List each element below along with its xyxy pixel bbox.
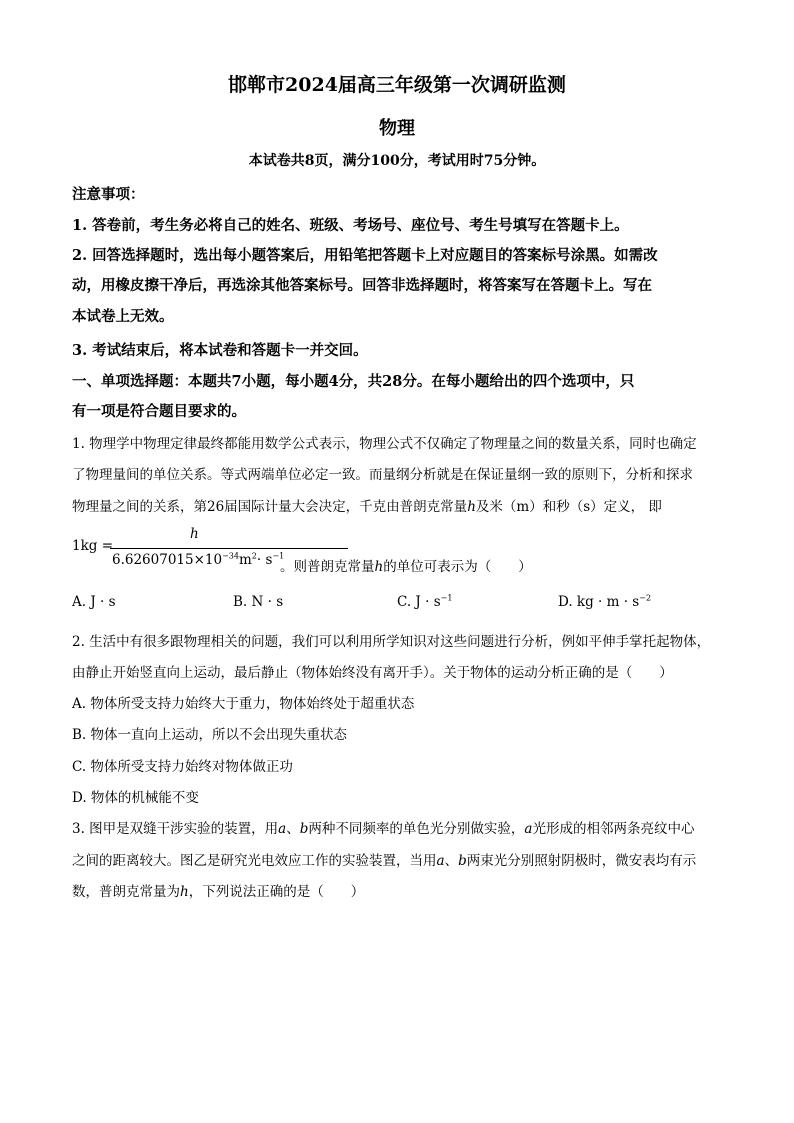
q3-l2-text-b: 、: [444, 853, 459, 869]
den-exponent: −34: [222, 551, 239, 561]
q1-tail-text-a: 。则普朗克常量: [280, 559, 375, 575]
fraction-bar: [110, 548, 348, 549]
notes-heading: 注意事项：: [72, 186, 145, 203]
den-unit-s: · s: [256, 552, 273, 568]
q1-tail-symbol-h: h: [374, 559, 384, 575]
den-unit-m: m: [238, 552, 252, 568]
q1-option-c: [397, 594, 452, 610]
q2-line-2: 由静止开始竖直向上运动，最后静止（物体始终没有离开手）。关于物体的运动分析正确的是（ ）: [72, 665, 673, 681]
q1-option-d-exponent: −2: [639, 593, 652, 603]
q3-l3-text-b: ，下列说法正确的是（ ）: [188, 884, 365, 900]
q1-tail-text-b: 的单位可表示为（ ）: [383, 559, 532, 575]
q2-option-c: C. 物体所受支持力始终对物体做正功: [72, 759, 293, 775]
q1-line-2: 了物理量间的单位关系。等式两端单位必定一致。而量纲分析就是在保证量纲一致的原则下，分析和探求: [72, 467, 693, 483]
q1-line-3: [72, 495, 662, 515]
q2-option-b: B. 物体一直向上运动，所以不会出现失重状态: [72, 727, 348, 743]
q3-line-1: [72, 817, 694, 837]
q3-line-3: [72, 880, 364, 900]
q2-option-d: D. 物体的机械能不变: [72, 790, 199, 806]
q2-line-1: 2. 生活中有很多跟物理相关的问题，我们可以利用所学知识对这些问题进行分析，例如平伸手掌托起物体，: [72, 634, 711, 650]
q3-l2-text-c: 两束光分别照射阴极时，微安表均有示: [466, 853, 697, 869]
q3-line-2: [72, 849, 696, 869]
q3-symbol-b: b: [299, 821, 309, 837]
q3-l1-text-c: 两种不同频率的单色光分别做实验，: [308, 821, 525, 837]
q3-symbol-a: a: [278, 821, 287, 837]
subject-title: 物理: [379, 118, 415, 139]
q1-option-d-text: D. kg · m · s: [558, 594, 640, 610]
q1-option-c-text: C. J · s: [397, 594, 441, 610]
formula-denominator: [112, 552, 284, 568]
notes-item-1: 1. 答卷前，考生务必将自己的姓名、班级、考场号、座位号、考生号填写在答题卡上。: [72, 217, 629, 234]
exam-title: 邯郸市2024届高三年级第一次调研监测: [228, 74, 566, 96]
q3-symbol-b-3: b: [458, 853, 467, 869]
section-1-line-2: 有一项是符合题目要求的。: [72, 403, 246, 420]
notes-item-3: 3. 考试结束后，将本试卷和答题卡一并交回。: [72, 342, 368, 359]
q1-option-b: B. N · s: [233, 594, 284, 610]
q1-option-c-exponent: −1: [440, 593, 453, 603]
q3-symbol-a-2: a: [524, 821, 533, 837]
q3-l1-text-d: 光形成的相邻两条亮纹中心: [532, 821, 695, 837]
q1-line-3-text-a: 物理量之间的关系，第26届国际计量大会决定，千克由普朗克常量: [72, 499, 468, 515]
q1-option-a: A. J · s: [72, 594, 116, 610]
q1-symbol-h: h: [467, 499, 476, 515]
den-exponent-2: 2: [251, 551, 257, 561]
q3-symbol-h: h: [180, 884, 189, 900]
den-mantissa: 6.62607015×10: [112, 552, 223, 568]
section-1-line-1: 一、单项选择题：本题共7小题，每小题4分，共28分。在每小题给出的四个选项中，只: [72, 373, 635, 390]
notes-item-2-line-3: 本试卷上无效。: [72, 308, 174, 325]
q3-l2-text-a: 之间的距离较大。图乙是研究光电效应工作的实验装置，当用: [72, 853, 437, 869]
exam-info: 本试卷共8页，满分100分，考试用时75分钟。: [248, 153, 546, 169]
formula-lhs: 1kg =: [72, 538, 114, 554]
notes-item-2-line-2: 动，用橡皮擦干净后，再选涂其他答案标号。回答非选择题时，将答案写在答题卡上。写在: [72, 277, 652, 294]
q1-line-3-text-b: 及米（m）和秒（s）定义， 即: [475, 499, 662, 515]
q1-question-tail: [280, 555, 532, 575]
q1-line-1: 1. 物理学中物理定律最终都能用数学公式表示，物理公式不仅确定了物理量之间的数量关系，同时也确定: [72, 436, 697, 452]
formula-numerator: h: [190, 526, 199, 542]
notes-item-2-line-1: 2. 回答选择题时，选出每小题答案后，用铅笔把答题卡上对应题目的答案标号涂黑。如需改: [72, 247, 658, 264]
q1-option-d: [558, 594, 651, 610]
q3-l1-text-a: 3. 图甲是双缝干涉实验的装置，用: [72, 821, 279, 837]
q3-l3-text-a: 数，普朗克常量为: [72, 884, 180, 900]
q3-symbol-a-3: a: [436, 853, 445, 869]
q2-option-a: A. 物体所受支持力始终大于重力，物体始终处于超重状态: [72, 696, 415, 712]
q3-l1-text-b: 、: [286, 821, 300, 837]
kg-definition-formula: [72, 526, 302, 572]
den-exponent-3: −1: [272, 551, 285, 561]
